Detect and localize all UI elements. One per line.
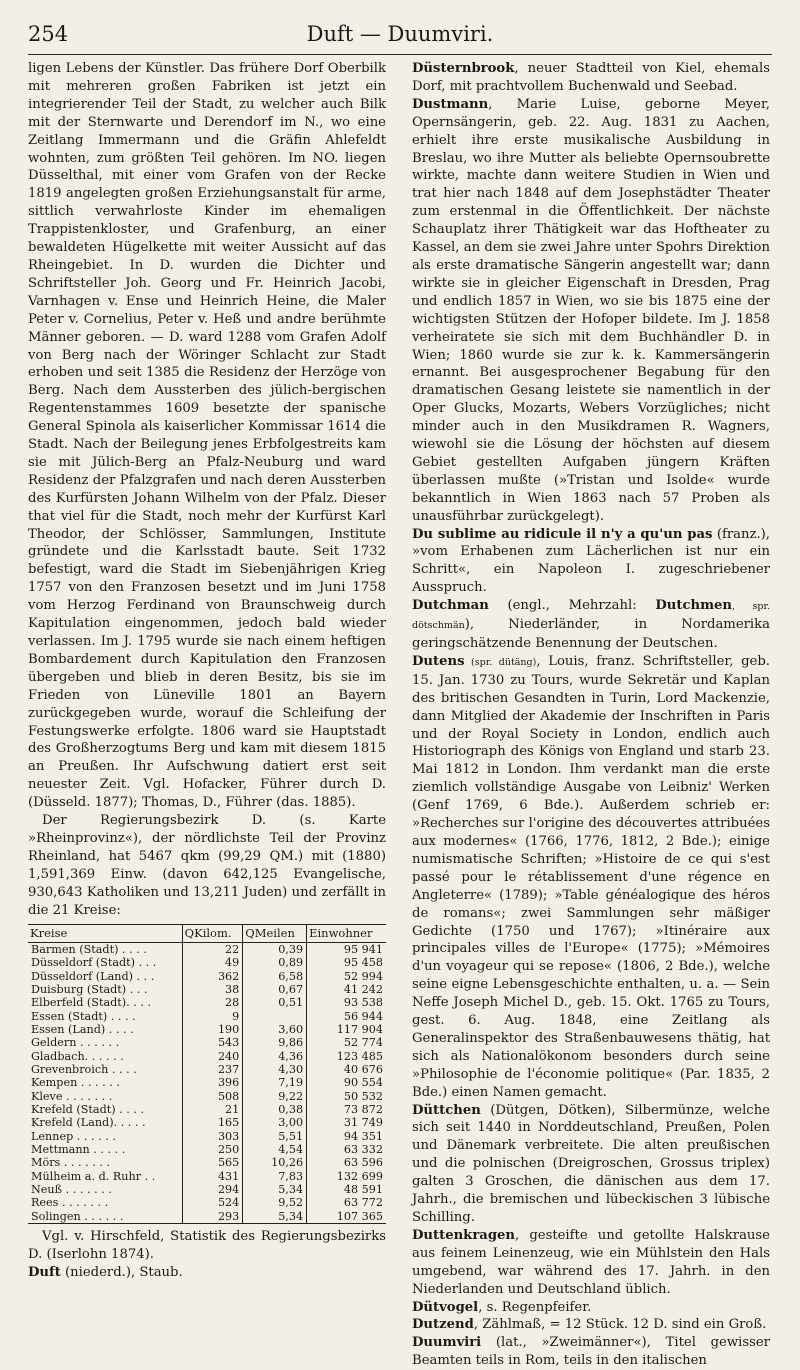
qmeilen-value: 5,51	[243, 1130, 307, 1143]
einwohner-value: 73 872	[307, 1103, 386, 1116]
qkilom-value: 431	[182, 1170, 243, 1183]
kreis-name: Kleve . . . . . . .	[31, 1089, 113, 1103]
table-row	[28, 970, 386, 983]
table-row	[28, 1090, 386, 1103]
qkilom-value: 240	[182, 1050, 243, 1063]
qmeilen-value: 9,86	[243, 1036, 307, 1049]
table-row	[28, 1076, 386, 1089]
entry-dutchman-pronunciation: , spr. dötschmän	[412, 601, 770, 632]
text-columns	[28, 60, 772, 1369]
kreis-name: Essen (Stadt) . . . .	[31, 1009, 136, 1023]
kreis-name: Duisburg (Stadt) . . .	[31, 982, 148, 996]
table-row	[28, 1023, 386, 1036]
left-column	[28, 60, 386, 1282]
kreis-name: Gladbach. . . . . .	[31, 1049, 124, 1063]
table-row	[28, 1063, 386, 1076]
entry-duft-text: (niederd.), Staub.	[60, 1264, 183, 1280]
qmeilen-value: 3,00	[243, 1116, 307, 1129]
entry-duttenkragen	[412, 1227, 770, 1299]
table-row	[28, 1036, 386, 1049]
kreis-name: Krefeld (Stadt) . . . .	[31, 1102, 145, 1116]
einwohner-value: 117 904	[307, 1023, 386, 1036]
einwohner-value: 52 994	[307, 970, 386, 983]
qmeilen-value: 10,26	[243, 1156, 307, 1169]
table-row	[28, 1196, 386, 1209]
kreis-name: Düsseldorf (Land) . . .	[31, 969, 155, 983]
entry-dutens-text: , Louis, franz. Schriftsteller, geb. 15. Jan. 1730 zu Tours, wurde Sekretär und Kaplan des britischen Gesandten in Turin, Lord Mackenzie, dann Mitglied der Akademie der Inschriften in Paris und der Royal Society in London, endlich auch Historiograph des Königs von England und starb 23. Mai 1812 in London. Ihm verdankt man die erste ziemlich vollständige Ausgabe von Leibniz' Werken (Genf 1769, 6 Bde.). Außerdem schrieb er: »Recherches sur l'origine des découvertes attribuées aux modernes« (1766, 1776, 1812, 2 Bde.); einige numismatische Schriften; »Histoire de ce qui s'est passé pour le rétablissement d'une régence en Angleterre« (1789); »Table généalogique des héros de romans«; zwei Sammlungen sehr mäßiger Gedichte (1750 und 1767); »Itinéraire aux principales villes de l'Europe« (1775); »Mémoires d'un voyageur qui se repose« (1806, 2 Bde.), welche seine eigne Lebensgeschichte enthalten, u. a. — Sein Neffe Joseph Michel D., geb. 15. Okt. 1765 zu Tours, gest. 6. Aug. 1848, eine Zeitlang als Generalinspektor des Straßenbauwesens thätig, hat sich als Nationalökonom besonders durch seine »Philosophie de l'économie politique« (Par. 1835, 2 Bde.) einen Namen gemacht.	[412, 653, 770, 1100]
kreis-name: Kempen . . . . . .	[31, 1076, 120, 1090]
qkilom-value: 28	[182, 996, 243, 1009]
einwohner-value: 63 332	[307, 1143, 386, 1156]
qkilom-value: 250	[182, 1143, 243, 1156]
qmeilen-value: 7,83	[243, 1170, 307, 1183]
entry-duettchen-lemma: Düttchen	[412, 1102, 481, 1118]
entry-duettchen-text: (Dütgen, Dötken), Silbermünze, welche sich seit 1440 in Norddeutschland, Preußen, Polen und Dänemark verbreitete. Die alten preußischen und die polnischen (Dreigroschen, Grossus triplex) galten 3 Groschen, die dänischen aus dem 17. Jahrh., die bremischen und lübeckischen 3 lübische Schilling.	[412, 1102, 770, 1225]
qkilom-value: 21	[182, 1103, 243, 1116]
kreis-name: Essen (Land) . . . .	[31, 1022, 134, 1036]
entry-duetvogel-text: , s. Regenpfeifer.	[478, 1299, 592, 1315]
table-header-row	[28, 924, 386, 942]
table-row	[28, 1116, 386, 1129]
kreis-name: Solingen . . . . . .	[31, 1209, 124, 1223]
entry-duetvogel-lemma: Dütvogel	[412, 1299, 479, 1315]
right-column	[412, 60, 770, 1370]
kreis-name: Geldern . . . . . .	[31, 1036, 120, 1050]
entry-dutzend	[412, 1316, 770, 1334]
qkilom-value: 524	[182, 1196, 243, 1209]
entry-duft-lemma: Duft	[28, 1264, 61, 1280]
qmeilen-value: 0,39	[243, 942, 307, 956]
kreise-table-body	[28, 942, 386, 1223]
table-row	[28, 1103, 386, 1116]
qmeilen-value	[243, 1010, 307, 1023]
entry-dustmann-lemma: Dustmann	[412, 96, 489, 112]
entry-duesternbrook	[412, 60, 770, 96]
page-number: 254	[28, 22, 69, 46]
qmeilen-value: 7,19	[243, 1076, 307, 1089]
qkilom-value: 165	[182, 1116, 243, 1129]
qmeilen-value: 4,36	[243, 1050, 307, 1063]
kreis-name: Rees . . . . . . .	[31, 1196, 109, 1210]
entry-duesternbrook-lemma: Düsternbrook	[412, 61, 515, 76]
entry-dutchman-text-b: ), Niederländer, in Nordamerika geringschätzende Benennung der Deutschen.	[412, 617, 770, 651]
table-header-qmeilen: QMeilen	[243, 924, 307, 942]
qmeilen-value: 5,34	[243, 1210, 307, 1224]
entry-dutens-pronunciation: (spr. dütäng)	[464, 656, 537, 668]
table-row	[28, 1156, 386, 1169]
entry-duumviri-text: (lat., »Zweimänner«), Titel gewisser Beamten teils in Rom, teils in den italischen	[412, 1335, 770, 1369]
entry-du-sublime-text: (franz.), »vom Erhabenen zum Lächerlichen ist nur ein Schritt«, ein Napoleon I. zugeschriebener Ausspruch.	[412, 526, 770, 596]
qkilom-value: 543	[182, 1036, 243, 1049]
hirschfeld-reference: Vgl. v. Hirschfeld, Statistik des Regierungsbezirks D. (Iserlohn 1874).	[28, 1229, 386, 1262]
qmeilen-value: 9,22	[243, 1090, 307, 1103]
einwohner-value: 40 676	[307, 1063, 386, 1076]
qkilom-value: 293	[182, 1210, 243, 1224]
einwohner-value: 41 242	[307, 983, 386, 996]
kreis-name: Elberfeld (Stadt). . . .	[31, 996, 152, 1010]
entry-duft	[28, 1264, 386, 1282]
entry-dutens-lemma: Dutens	[412, 653, 465, 669]
table-row	[28, 1210, 386, 1224]
table-row	[28, 1010, 386, 1023]
running-title: Duft — Duumviri.	[306, 22, 494, 46]
entry-duumviri-lemma: Duumviri	[412, 1335, 482, 1351]
table-row	[28, 983, 386, 996]
entry-du-sublime-lemma: Du sublime au ridicule il n'y a qu'un pas	[412, 526, 713, 542]
table-row	[28, 1170, 386, 1183]
entry-du-sublime	[412, 526, 770, 598]
qmeilen-value: 5,34	[243, 1183, 307, 1196]
qkilom-value: 362	[182, 970, 243, 983]
duesseldorf-history-paragraph: ligen Lebens der Künstler. Das frühere Dorf Oberbilk mit mehreren großen Fabriken ist jetzt ein integrierender Teil der Stadt, zu welcher auch Bilk mit der Sternwarte und Derendorf im N., wo eine Zeitlang Immermann und die Gräfin Ahlefeldt wohnten, zum größten Teil gehören. Im NO. liegen Düsselthal, mit einer vom Grafen von der Recke 1819 angelegten großen Erziehungsanstalt für arme, sittlich verwahrloste Kinder im ehemaligen Trappistenkloster, und Grafenburg, an einer bewaldeten Hügelkette mit weiter Aussicht auf das Rheingebiet. In D. wurden die Dichter und Schriftsteller Joh. Georg und Fr. Heinrich Jacobi, Varnhagen v. Ense und Heinrich Heine, die Maler Peter v. Cornelius, Peter v. Heß und andre berühmte Männer geboren. — D. ward 1288 vom Grafen Adolf von Berg nach der Wöringer Schlacht zur Stadt erhoben und seit 1385 die Residenz der Herzöge von Berg. Nach dem Aussterben des jülich-bergischen Regentenstammes 1609 besetzte der spanische General Spinola als kaiserlicher Kommissar 1614 die Stadt. Nach der Beilegung jenes Erbfolgestreits kam sie mit Jülich-Berg an Pfalz-Neuburg und ward Residenz der Pfalzgrafen und nach deren Aussterben des Kurfürsten Johann Wilhelm von der Pfalz. Dieser that viel für die Stadt, noch mehr der Kurfürst Karl Theodor, der Schlösser, Sammlungen, Institute gründete und die Karlsstadt baute. Seit 1732 befestigt, ward die Stadt im Siebenjährigen Krieg 1757 von den Franzosen besetzt und im Juni 1758 vom Herzog Ferdinand von Braunschweig durch Kapitulation eingenommen, jedoch bald wieder verlassen. Im J. 1795 wurde sie nach einem heftigen Bombardement durch Kapitulation den Franzosen übergeben und blieb in deren Besitz, bis sie im Frieden von Lüneville 1801 an Bayern zurückgegeben wurde, worauf die Schleifung der Festungswerke erfolgte. 1806 ward sie Hauptstadt des Großherzogtums Berg und kam mit diesem 1815 an Preußen. Ihr Aufschwung datiert erst seit neuester Zeit. Vgl. Hofacker, Führer durch D. (Düsseld. 1877); Thomas, D., Führer (das. 1885).	[28, 61, 386, 811]
entry-dutens	[412, 653, 770, 1102]
kreis-name: Mülheim a. d. Ruhr . .	[31, 1169, 156, 1183]
qkilom-value: 294	[182, 1183, 243, 1196]
table-header-einwohner: Einwohner	[307, 924, 386, 942]
kreis-name: Krefeld (Land). . . . .	[31, 1116, 146, 1130]
table-row	[28, 1143, 386, 1156]
einwohner-value: 95 941	[307, 942, 386, 956]
kreis-name: Mörs . . . . . . .	[31, 1156, 111, 1170]
kreise-table	[28, 924, 386, 1225]
qkilom-value: 38	[182, 983, 243, 996]
table-row	[28, 1183, 386, 1196]
entry-duettchen	[412, 1102, 770, 1227]
kreis-name: Barmen (Stadt) . . . .	[31, 942, 147, 956]
qkilom-value: 508	[182, 1090, 243, 1103]
einwohner-value: 132 699	[307, 1170, 386, 1183]
table-header-kreise: Kreise	[28, 924, 182, 942]
entry-dustmann	[412, 96, 770, 526]
qmeilen-value: 3,60	[243, 1023, 307, 1036]
einwohner-value: 107 365	[307, 1210, 386, 1224]
einwohner-value: 50 532	[307, 1090, 386, 1103]
qmeilen-value: 4,54	[243, 1143, 307, 1156]
qkilom-value: 303	[182, 1130, 243, 1143]
table-row	[28, 996, 386, 1009]
qmeilen-value: 4,30	[243, 1063, 307, 1076]
qmeilen-value: 0,38	[243, 1103, 307, 1116]
entry-dutchman-lemma: Dutchman	[412, 598, 489, 614]
qmeilen-value: 9,52	[243, 1196, 307, 1209]
qmeilen-value: 0,51	[243, 996, 307, 1009]
einwohner-value: 63 596	[307, 1156, 386, 1169]
entry-dutchman-text-a: (engl., Mehrzahl:	[488, 598, 656, 614]
qkilom-value: 237	[182, 1063, 243, 1076]
entry-dutzend-text: , Zählmaß, = 12 Stück. 12 D. sind ein Groß.	[473, 1317, 767, 1333]
table-row	[28, 956, 386, 969]
entry-duetvogel	[412, 1299, 770, 1317]
page-header	[28, 20, 772, 55]
entry-duumviri	[412, 1334, 770, 1370]
entry-duttenkragen-lemma: Duttenkragen	[412, 1227, 516, 1243]
einwohner-value: 31 749	[307, 1116, 386, 1129]
qkilom-value: 396	[182, 1076, 243, 1089]
qmeilen-value: 6,58	[243, 970, 307, 983]
table-row	[28, 1050, 386, 1063]
einwohner-value: 95 458	[307, 956, 386, 969]
einwohner-value: 93 538	[307, 996, 386, 1009]
table-header-qkilom: QKilom.	[182, 924, 243, 942]
einwohner-value: 52 774	[307, 1036, 386, 1049]
einwohner-value: 56 944	[307, 1010, 386, 1023]
table-row	[28, 942, 386, 956]
table-row	[28, 1130, 386, 1143]
entry-dutchman-plural: Dutchmen	[655, 598, 733, 614]
einwohner-value: 94 351	[307, 1130, 386, 1143]
qkilom-value: 49	[182, 956, 243, 969]
entry-duttenkragen-text: , gesteifte und getollte Halskrause aus feinem Leinenzeug, wie ein Mühlstein den Hals umgebend, war während des 17. Jahrh. in den Niederlanden und Deutschland üblich.	[412, 1227, 770, 1297]
qmeilen-value: 0,89	[243, 956, 307, 969]
kreis-name: Düsseldorf (Stadt) . . .	[31, 956, 157, 970]
entry-dutchman	[412, 597, 770, 653]
kreis-name: Mettmann . . . . .	[31, 1143, 126, 1156]
entry-dutzend-lemma: Dutzend	[412, 1317, 474, 1333]
qmeilen-value: 0,67	[243, 983, 307, 996]
entry-dustmann-text: , Marie Luise, geborne Meyer, Opernsängerin, geb. 22. Aug. 1831 zu Aachen, erhielt ihre erste musikalische Ausbildung in Breslau, wo ihre Mutter als beliebte Opernsoubrette wirkte, machte dann weitere Studien in Wien und trat hier nach 1848 auf dem Josephstädter Theater zum erstenmal in die Öffentlichkeit. Der nächste Schauplatz ihrer Thätigkeit war das Hoftheater zu Kassel, an dem sie zwei Jahre unter Spohrs Direktion als erste dramatische Sängerin angestellt war; dann wirkte sie in gleicher Eigenschaft in Dresden, Prag und endlich 1857 in Wien, wo sie bis 1875 eine der wichtigsten Stützen der Hofoper bildete. Im J. 1858 verheiratete sie sich mit dem Buchhändler D. in Wien; 1860 wurde sie zur k. k. Kammersängerin ernannt. Bei ausgesprochener Begabung für den dramatischen Gesang leistete sie namentlich in der Oper Glucks, Mozarts, Webers Vorzügliches; nicht minder auch in den Musikdramen R. Wagners, wiewohl sie die Lösung der höchsten auf diesem Gebiet gestellten Aufgaben jüngern Kräften überlassen mußte (»Tristan und Isolde« wurde bekanntlich in Wien 1863 nach 57 Proben als unausführbar zurückgelegt).	[412, 96, 770, 524]
kreis-name: Neuß . . . . . . .	[31, 1183, 112, 1197]
entry-duesternbrook-text: , neuer Stadtteil von Kiel, ehemals Dorf, mit prachtvollem Buchenwald und Seebad.	[412, 61, 770, 94]
qkilom-value: 565	[182, 1156, 243, 1169]
qkilom-value: 190	[182, 1023, 243, 1036]
qkilom-value: 22	[182, 942, 243, 956]
einwohner-value: 123 485	[307, 1050, 386, 1063]
kreis-name: Lennep . . . . . .	[31, 1129, 116, 1143]
regierungsbezirk-paragraph: Der Regierungsbezirk D. (s. Karte »Rheinprovinz«), der nördlichste Teil der Provinz Rheinland, hat 5467 qkm (99,29 QM.) mit (1880) 1,591,369 Einw. (davon 642,125 Evangelische, 930,643 Katholiken und 13,211 Juden) und zerfällt in die 21 Kreise:	[28, 813, 386, 918]
einwohner-value: 63 772	[307, 1196, 386, 1209]
einwohner-value: 48 591	[307, 1183, 386, 1196]
einwohner-value: 90 554	[307, 1076, 386, 1089]
qkilom-value: 9	[182, 1010, 243, 1023]
kreis-name: Grevenbroich . . . .	[31, 1062, 137, 1076]
